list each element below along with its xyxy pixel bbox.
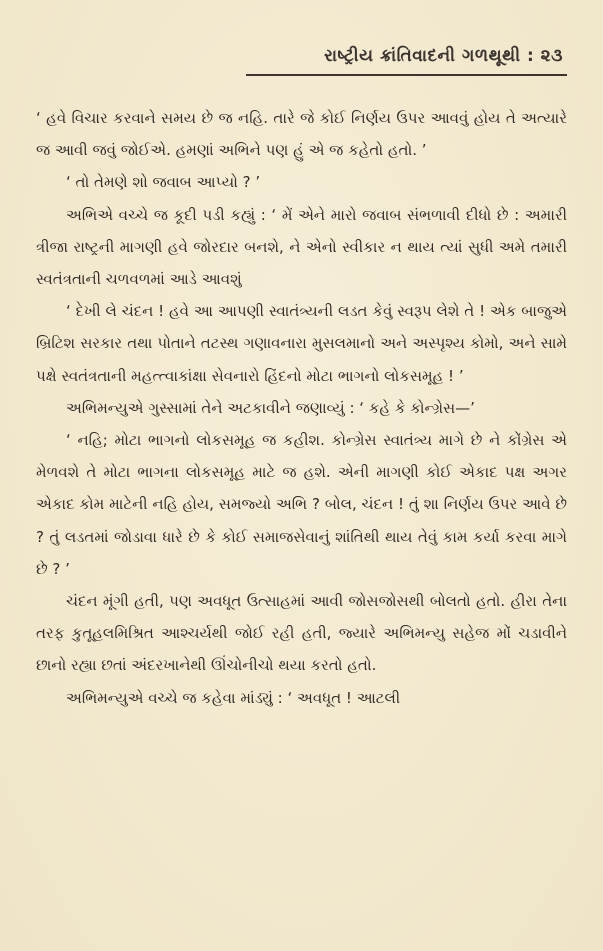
paragraph-5: અભિમન્યુએ ગુસ્સામાં તેને અટકાવીને જણાવ્યું : ‘ કહે કે કોન્ગ્રેસ—’ bbox=[66, 398, 475, 417]
paragraph-4: ‘ દેખી લે ચંદન ! હવે આ આપણી સ્વાતંત્ર્યની લડત કેવું સ્વરૂપ લેશે તે ! એક બાજુએ બ્રિટિશ સરકાર તથા પોતાને તટસ્થ ગણાવનારા મુસલમાનો અને અસ્પૃશ્ય કોમો, અને સામે પક્ષે સ્વતંત્રતાની મહત્ત્વાકાંક્ષા સેવનારો હિંદનો મોટા ભાગનો લોકસમૂહ ! ’ bbox=[36, 302, 567, 385]
running-head: રાષ્ટ્રીય ક્રાંતિવાદની ગળથૂથી : ૨૩ bbox=[324, 46, 563, 66]
paragraph-1: ‘ હવે વિચાર કરવાને સમય છે જ નહિ. તારે જે કોઈ નિર્ણય ઉપર આવવું હોય તે અત્યારે જ આવી જવું જોઈએ. હમણાં અભિને પણ હું એ જ કહેતો હતો. ’ bbox=[36, 109, 567, 160]
paragraph-3: અભિએ વચ્ચે જ કૂદી પડી કહ્યું : ‘ મેં એને મારો જવાબ સંભળાવી દીધો છે : અમારી ત્રીજા રાષ્ટ્રની માગણી હવે જોરદાર બનશે, ને એનો સ્વીકાર ન થાય ત્યાં સુધી અમે તમારી સ્વતંત્રતાની ચળવળમાં આડે આવશું bbox=[36, 205, 567, 289]
paragraph-8: અભિમન્યુએ વચ્ચે જ કહેવા માંડ્યું : ‘ અવધૂત ! આટલી bbox=[66, 688, 401, 707]
paragraph-6: ‘ નહિ; મોટા ભાગનો લોકસમૂહ જ કહીશ. કોન્ગ્રેસ સ્વાતંત્ર્ય માગે છે ને કોંગ્રેસ એ મેળવશે તે મોટા ભાગના લોકસમૂહ માટે જ હશે. એની માગણી કોઈ એકાદ પક્ષ અગર એકાદ કોમ માટેની નહિ હોય, સમજ્યો અભિ ? બોલ, ચંદન ! તું શા નિર્ણય ઉપર આવે છે ? તું લડતમાં જોડાવા ધારે છે કે કોઈ સમાજસેવાનું શાંતિથી થાય તેવું કામ કર્યા કરવા માગે છે ? ’ bbox=[36, 431, 567, 578]
paragraph-7: ચંદન મૂંગી હતી, પણ અવધૂત ઉત્સાહમાં આવી જોસજોસથી બોલતો હતો. હીરા તેના તરફ કુતૂહલમિશ્રિત આશ્ચર્યથી જોઈ રહી હતી, જ્યારે અભિમન્યુ સહેજ મોં ચડાવીને છાનો રહ્યા છતાં અંદરખાનેથી ઊંચોનીચો થયા કરતો હતો. bbox=[36, 592, 567, 675]
paragraph-2: ‘ તો તેમણે શો જવાબ આપ્યો ? ’ bbox=[66, 173, 261, 192]
header-rule bbox=[246, 74, 567, 76]
